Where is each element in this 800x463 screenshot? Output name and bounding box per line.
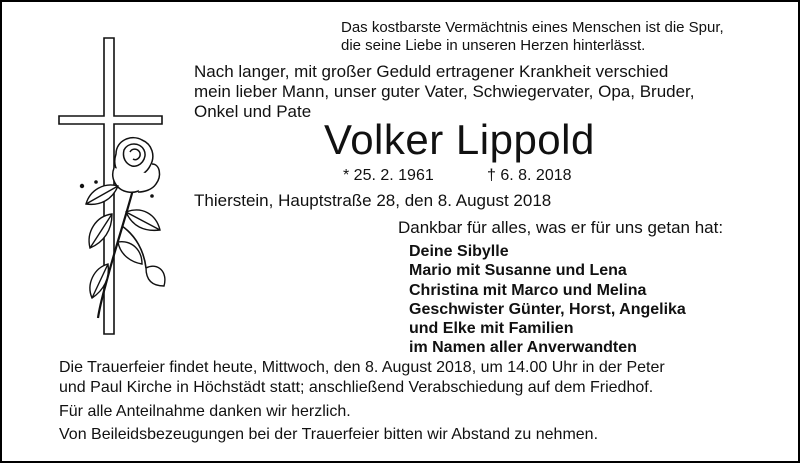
- funeral-service-info: [59, 358, 665, 398]
- mourner-entry: Geschwister Günter, Horst, Angelika: [409, 300, 686, 318]
- place-and-date: Thierstein, Hauptstraße 28, den 8. August 2018: [194, 191, 552, 210]
- intro-text: [194, 62, 695, 122]
- mourner-entry: Christina mit Marco und Melina: [409, 281, 647, 299]
- intro-line: Onkel und Pate: [194, 102, 312, 121]
- mourner-entry: im Namen aller Anverwandten: [409, 339, 637, 357]
- gratitude-line: Dankbar für alles, was er für uns getan hat:: [398, 218, 724, 237]
- mourner-entry: und Elke mit Familien: [409, 320, 574, 338]
- quote-line: Das kostbarste Vermächtnis eines Menschen ist die Spur,: [341, 19, 724, 36]
- birth-date: * 25. 2. 1961: [343, 167, 434, 184]
- mourner-entry: Mario mit Susanne und Lena: [409, 262, 627, 280]
- death-date: † 6. 8. 2018: [487, 167, 572, 184]
- intro-line: mein lieber Mann, unser guter Vater, Schwiegervater, Opa, Bruder,: [194, 82, 695, 101]
- condolence-request: Von Beileidsbezeugungen bei der Trauerfeier bitten wir Abstand zu nehmen.: [59, 426, 599, 443]
- intro-line: Nach langer, mit großer Geduld ertragener Krankheit verschied: [194, 62, 669, 81]
- quote-line: die seine Liebe in unseren Herzen hinterlässt.: [341, 37, 646, 54]
- mourners-list: [409, 242, 686, 358]
- mourner-entry: Deine Sibylle: [409, 243, 509, 260]
- cross-with-rose-icon: [56, 36, 166, 336]
- thanks-for-sympathy: Für alle Anteilnahme danken wir herzlich.: [59, 403, 351, 420]
- service-line: und Paul Kirche in Höchstädt statt; anschließend Verabschiedung auf dem Friedhof.: [59, 379, 654, 396]
- memorial-quote: [341, 19, 724, 55]
- service-line: Die Trauerfeier findet heute, Mittwoch, den 8. August 2018, um 14.00 Uhr in der Peter: [59, 359, 665, 376]
- deceased-name: Volker Lippold: [324, 116, 595, 163]
